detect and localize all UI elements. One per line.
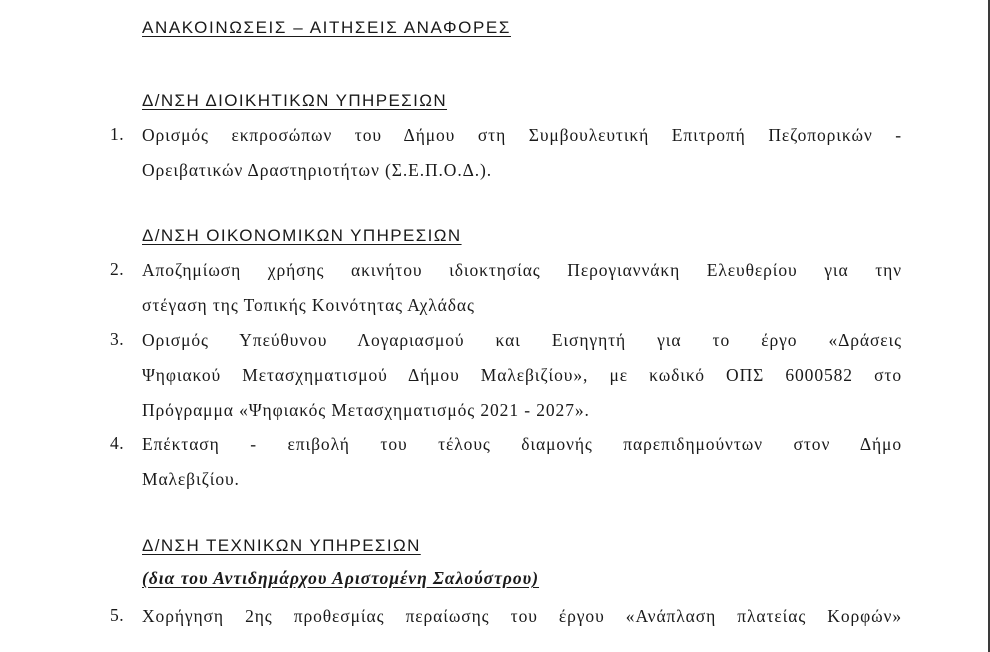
item-2-line-2: στέγαση της Τοπικής Κοινότητας Αχλάδας: [142, 295, 475, 315]
section-subheading-deputy-mayor: (δια του Αντιδημάρχου Αριστομένη Σαλούστρου): [142, 568, 540, 588]
section-heading-financial: Δ/ΝΣΗ ΟΙΚΟΝΟΜΙΚΩΝ ΥΠΗΡΕΣΙΩΝ: [142, 226, 462, 245]
item-number: 5.: [110, 605, 125, 625]
item-number: 2.: [110, 259, 125, 279]
item-number: 3.: [110, 329, 125, 349]
item-3-line-3: Πρόγραμμα «Ψηφιακός Μετασχηματισμός 2021 - 2027».: [142, 400, 590, 420]
item-2-line-1: Αποζημίωση χρήσης ακινήτου ιδιοκτησίας Περογιαννάκη Ελευθερίου για την: [142, 260, 902, 280]
item-number: 4.: [110, 433, 125, 453]
item-1-line-2: Ορειβατικών Δραστηριοτήτων (Σ.Ε.Π.Ο.Δ.).: [142, 160, 493, 180]
item-5-line-1: Χορήγηση 2ης προθεσμίας περαίωσης του έργου «Ανάπλαση πλατείας Κορφών»: [142, 606, 902, 626]
item-3-line-1: Ορισμός Υπεύθυνου Λογαριασμού και Εισηγητή για το έργο «Δράσεις: [142, 330, 902, 350]
item-3-line-2: Ψηφιακού Μετασχηματισμού Δήμου Μαλεβιζίου», με κωδικό ΟΠΣ 6000582 στο: [142, 365, 902, 385]
section-heading-administrative: Δ/ΝΣΗ ΔΙΟΙΚΗΤΙΚΩΝ ΥΠΗΡΕΣΙΩΝ: [142, 91, 448, 110]
item-number: 1.: [110, 124, 125, 144]
section-heading-technical: Δ/ΝΣΗ ΤΕΧΝΙΚΩΝ ΥΠΗΡΕΣΙΩΝ: [142, 536, 421, 555]
item-1-line-1: Ορισμός εκπροσώπων του Δήμου στη Συμβουλευτική Επιτροπή Πεζοπορικών -: [142, 125, 902, 145]
document-title: ΑΝΑΚΟΙΝΩΣΕΙΣ – ΑΙΤΗΣΕΙΣ ΑΝΑΦΟΡΕΣ: [142, 18, 511, 37]
item-4-line-2: Μαλεβιζίου.: [142, 469, 240, 489]
item-4-line-1: Επέκταση - επιβολή του τέλους διαμονής παρεπιδημούντων στον Δήμο: [142, 434, 902, 454]
